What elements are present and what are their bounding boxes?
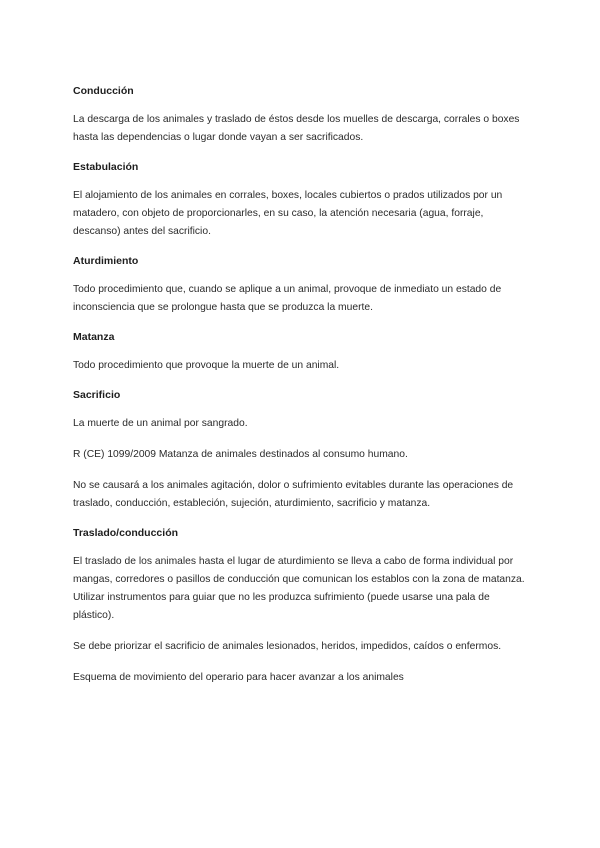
paragraph-regulation-reference: R (CE) 1099/2009 Matanza de animales destinados al consumo humano. (73, 449, 408, 460)
paragraph-sacrificio-definition: La muerte de un animal por sangrado. (73, 418, 248, 429)
section-heading-sacrificio: Sacrificio (73, 389, 121, 401)
paragraph-animal-welfare: No se causará a los animales agitación, dolor o sufrimiento evitables durante las operaciones de traslado, conducción, estableción, sujeción, aturdimiento, sacrificio y matanza. (73, 480, 514, 509)
section-heading-aturdimiento: Aturdimiento (73, 255, 139, 267)
paragraph-aturdimiento-definition: Todo procedimiento que, cuando se aplique a un animal, provoque de inmediato un estado de inconsciencia que se prolongue hasta que se produzca la muerte. (73, 284, 502, 313)
paragraph-priorizar-sacrificio: Se debe priorizar el sacrificio de animales lesionados, heridos, impedidos, caídos o enfermos. (73, 641, 502, 652)
paragraph-estabulacion-definition: El alojamiento de los animales en corrales, boxes, locales cubiertos o prados utilizados por un matadero, con objeto de proporcionarles, en su caso, la atención necesaria (agua, forraje, descanso) antes del sacrificio. (73, 190, 503, 237)
section-heading-estabulacion: Estabulación (73, 161, 139, 173)
section-heading-traslado: Traslado/conducción (73, 527, 179, 539)
section-heading-matanza: Matanza (73, 331, 115, 343)
paragraph-traslado-description: El traslado de los animales hasta el lugar de aturdimiento se lleva a cabo de forma individual por mangas, corredores o pasillos de conducción que comunican los establos con la zona de matanza. Utilizar instrumentos para guiar que no les produzca sufrimiento (puede usarse una pala de plástico). (73, 556, 525, 621)
section-heading-conduccion: Conducción (73, 85, 134, 97)
paragraph-matanza-definition: Todo procedimiento que provoque la muerte de un animal. (73, 360, 340, 371)
paragraph-esquema-movimiento: Esquema de movimiento del operario para hacer avanzar a los animales (73, 672, 404, 683)
document-body (73, 84, 533, 700)
paragraph-conduccion-definition: La descarga de los animales y traslado de éstos desde los muelles de descarga, corrales o boxes hasta las dependencias o lugar donde vayan a ser sacrificados. (73, 114, 520, 143)
